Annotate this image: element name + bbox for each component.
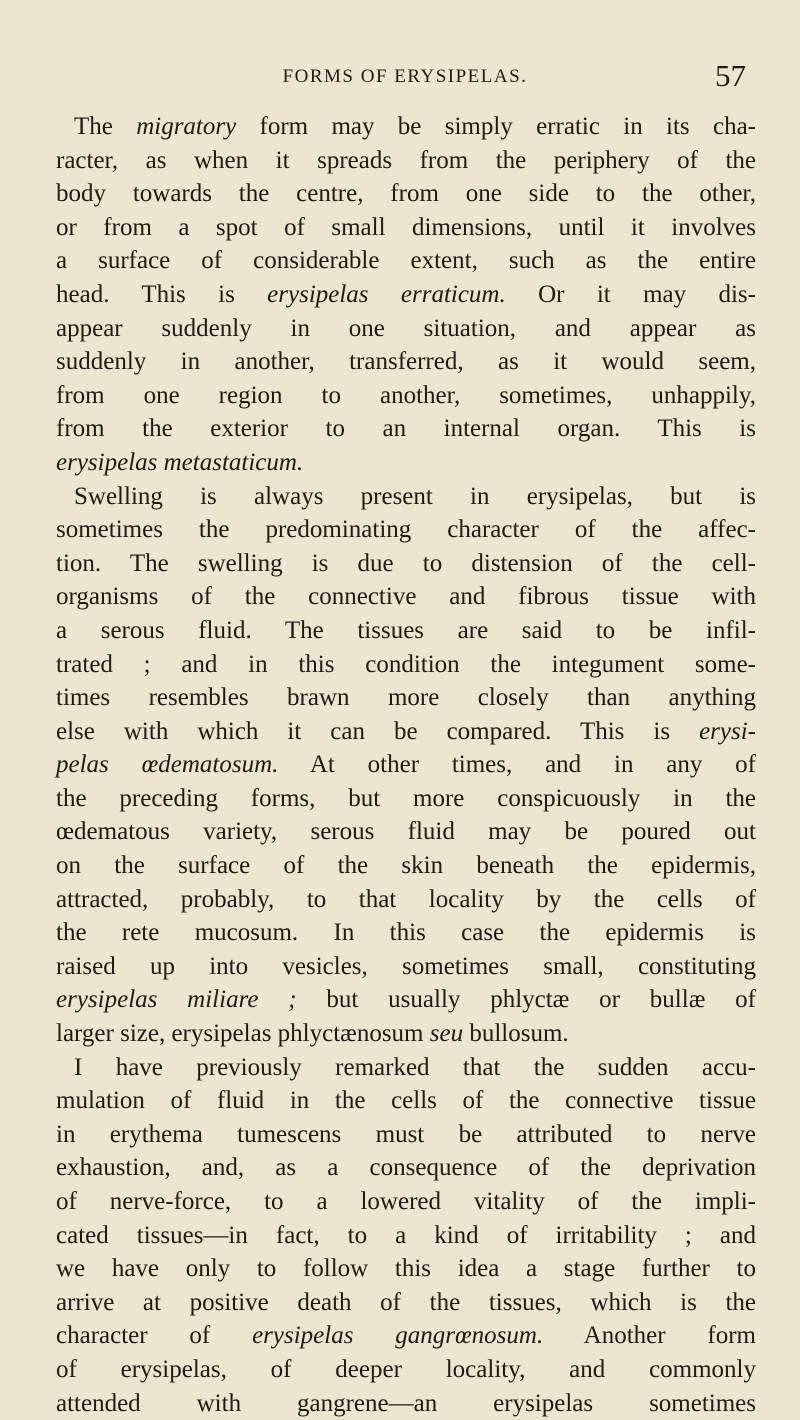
- text-run: cated tissues—in fact, to a kind of irritability ; and: [56, 1221, 756, 1249]
- text-run: arrive at positive death of the tissues, which is the: [56, 1288, 756, 1316]
- italic-term: erysi-: [699, 717, 756, 745]
- text-line: [56, 1084, 756, 1118]
- text-line: [56, 379, 756, 413]
- text-run: Another form: [543, 1322, 756, 1350]
- text-line: [56, 345, 756, 379]
- text-line: [56, 278, 756, 312]
- text-run: body towards the centre, from one side to the other,: [56, 180, 756, 208]
- italic-term: erysipelas gangrœnosum.: [252, 1322, 544, 1350]
- text-run: mulation of fluid in the cells of the connective tissue: [56, 1087, 756, 1115]
- text-line: [56, 1017, 756, 1051]
- text-line: [56, 1051, 756, 1085]
- text-run: the preceding forms, but more conspicuously in the: [56, 784, 756, 812]
- text-line: [56, 312, 756, 346]
- text-run: raised up into vesicles, sometimes small, constituting: [56, 952, 756, 980]
- text-line: [56, 480, 756, 514]
- text-line: [56, 177, 756, 211]
- italic-term: erysipelas miliare ;: [56, 986, 297, 1014]
- text-line: [56, 950, 756, 984]
- text-run: a serous fluid. The tissues are said to be infil-: [56, 616, 756, 644]
- text-run: attracted, probably, to that locality by the cells of: [56, 885, 756, 913]
- text-line: [56, 849, 756, 883]
- text-run: œdematous variety, serous fluid may be poured out: [56, 818, 756, 846]
- text-run: The: [74, 113, 137, 140]
- text-run: the rete mucosum. In this case the epidermis is: [56, 919, 756, 947]
- text-line: [56, 1151, 756, 1185]
- text-line: [56, 681, 756, 715]
- italic-term: erysipelas metastaticum.: [56, 448, 304, 476]
- text-line: [56, 916, 756, 950]
- text-run: on the surface of the skin beneath the epidermis,: [56, 852, 756, 880]
- text-run: times resembles brawn more closely than anything: [56, 684, 756, 712]
- text-run: but usually phlyctæ or bullæ of: [296, 986, 757, 1014]
- text-run: I have previously remarked that the sudden accu-: [74, 1053, 756, 1081]
- text-line: [56, 1252, 756, 1286]
- text-run: Swelling is always present in erysipelas, but is: [74, 482, 756, 510]
- text-run: form may be simply erratic in its cha-: [236, 113, 757, 140]
- italic-term: migratory: [136, 113, 237, 140]
- text-run: from one region to another, sometimes, unhappily,: [56, 381, 756, 409]
- text-line: [56, 110, 756, 144]
- text-line: [56, 748, 756, 782]
- text-run: tion. The swelling is due to distension of the cell-: [56, 549, 756, 577]
- italic-term: seu: [429, 1020, 464, 1048]
- text-run: bullosum.: [463, 1020, 569, 1048]
- running-head: [60, 58, 750, 102]
- running-title: FORMS OF ERYSIPELAS.: [282, 66, 528, 87]
- text-run: larger size, erysipelas phlyctænosum: [56, 1020, 430, 1048]
- text-line: [56, 782, 756, 816]
- text-line: [56, 211, 756, 245]
- text-line: [56, 883, 756, 917]
- text-run: head. This is: [56, 280, 268, 308]
- text-line: [56, 412, 756, 446]
- text-run: character of: [56, 1322, 253, 1350]
- text-run: of nerve-force, to a lowered vitality of the impli-: [56, 1188, 756, 1215]
- text-line: [56, 1387, 756, 1420]
- text-run: At other times, and in any of: [278, 751, 756, 779]
- text-run: trated ; and in this condition the integument some-: [56, 650, 756, 678]
- text-run: suddenly in another, transferred, as it would seem,: [56, 348, 756, 376]
- text-run: from the exterior to an internal organ. This is: [56, 415, 756, 443]
- text-line: [56, 715, 756, 749]
- text-line: [56, 648, 756, 682]
- text-run: else with which it can be compared. This is: [56, 717, 700, 745]
- text-line: [56, 1353, 756, 1387]
- text-line: [56, 1319, 756, 1353]
- text-run: or from a spot of small dimensions, until it involves: [56, 213, 756, 241]
- text-run: Or it may dis-: [505, 280, 756, 308]
- text-run: we have only to follow this idea a stage further to: [56, 1255, 756, 1283]
- text-line: [56, 815, 756, 849]
- body-text: [56, 110, 756, 1420]
- text-line: [56, 1118, 756, 1152]
- text-line: [56, 244, 756, 278]
- text-line: [56, 983, 756, 1017]
- text-run: in erythema tumescens must be attributed to nerve: [56, 1120, 756, 1148]
- text-line: [56, 580, 756, 614]
- text-line: [56, 446, 756, 480]
- text-run: of erysipelas, of deeper locality, and commonly: [56, 1355, 756, 1383]
- text-line: [56, 513, 756, 547]
- page-number: 57: [715, 58, 746, 93]
- text-run: sometimes the predominating character of the affec-: [56, 516, 756, 544]
- text-line: [56, 144, 756, 178]
- italic-term: erysipelas erraticum.: [267, 280, 506, 308]
- text-run: exhaustion, and, as a consequence of the deprivation: [56, 1154, 756, 1182]
- text-line: [56, 1286, 756, 1320]
- text-line: [56, 547, 756, 581]
- text-line: [56, 614, 756, 648]
- text-run: organisms of the connective and fibrous tissue with: [56, 583, 756, 611]
- italic-term: pelas œdematosum.: [56, 751, 279, 779]
- text-run: racter, as when it spreads from the periphery of the: [56, 146, 756, 174]
- text-run: attended with gangrene—an erysipelas sometimes: [56, 1389, 756, 1417]
- text-run: a surface of considerable extent, such as the entire: [56, 247, 756, 275]
- text-line: [56, 1185, 756, 1219]
- text-run: appear suddenly in one situation, and appear as: [56, 314, 756, 342]
- text-line: [56, 1219, 756, 1253]
